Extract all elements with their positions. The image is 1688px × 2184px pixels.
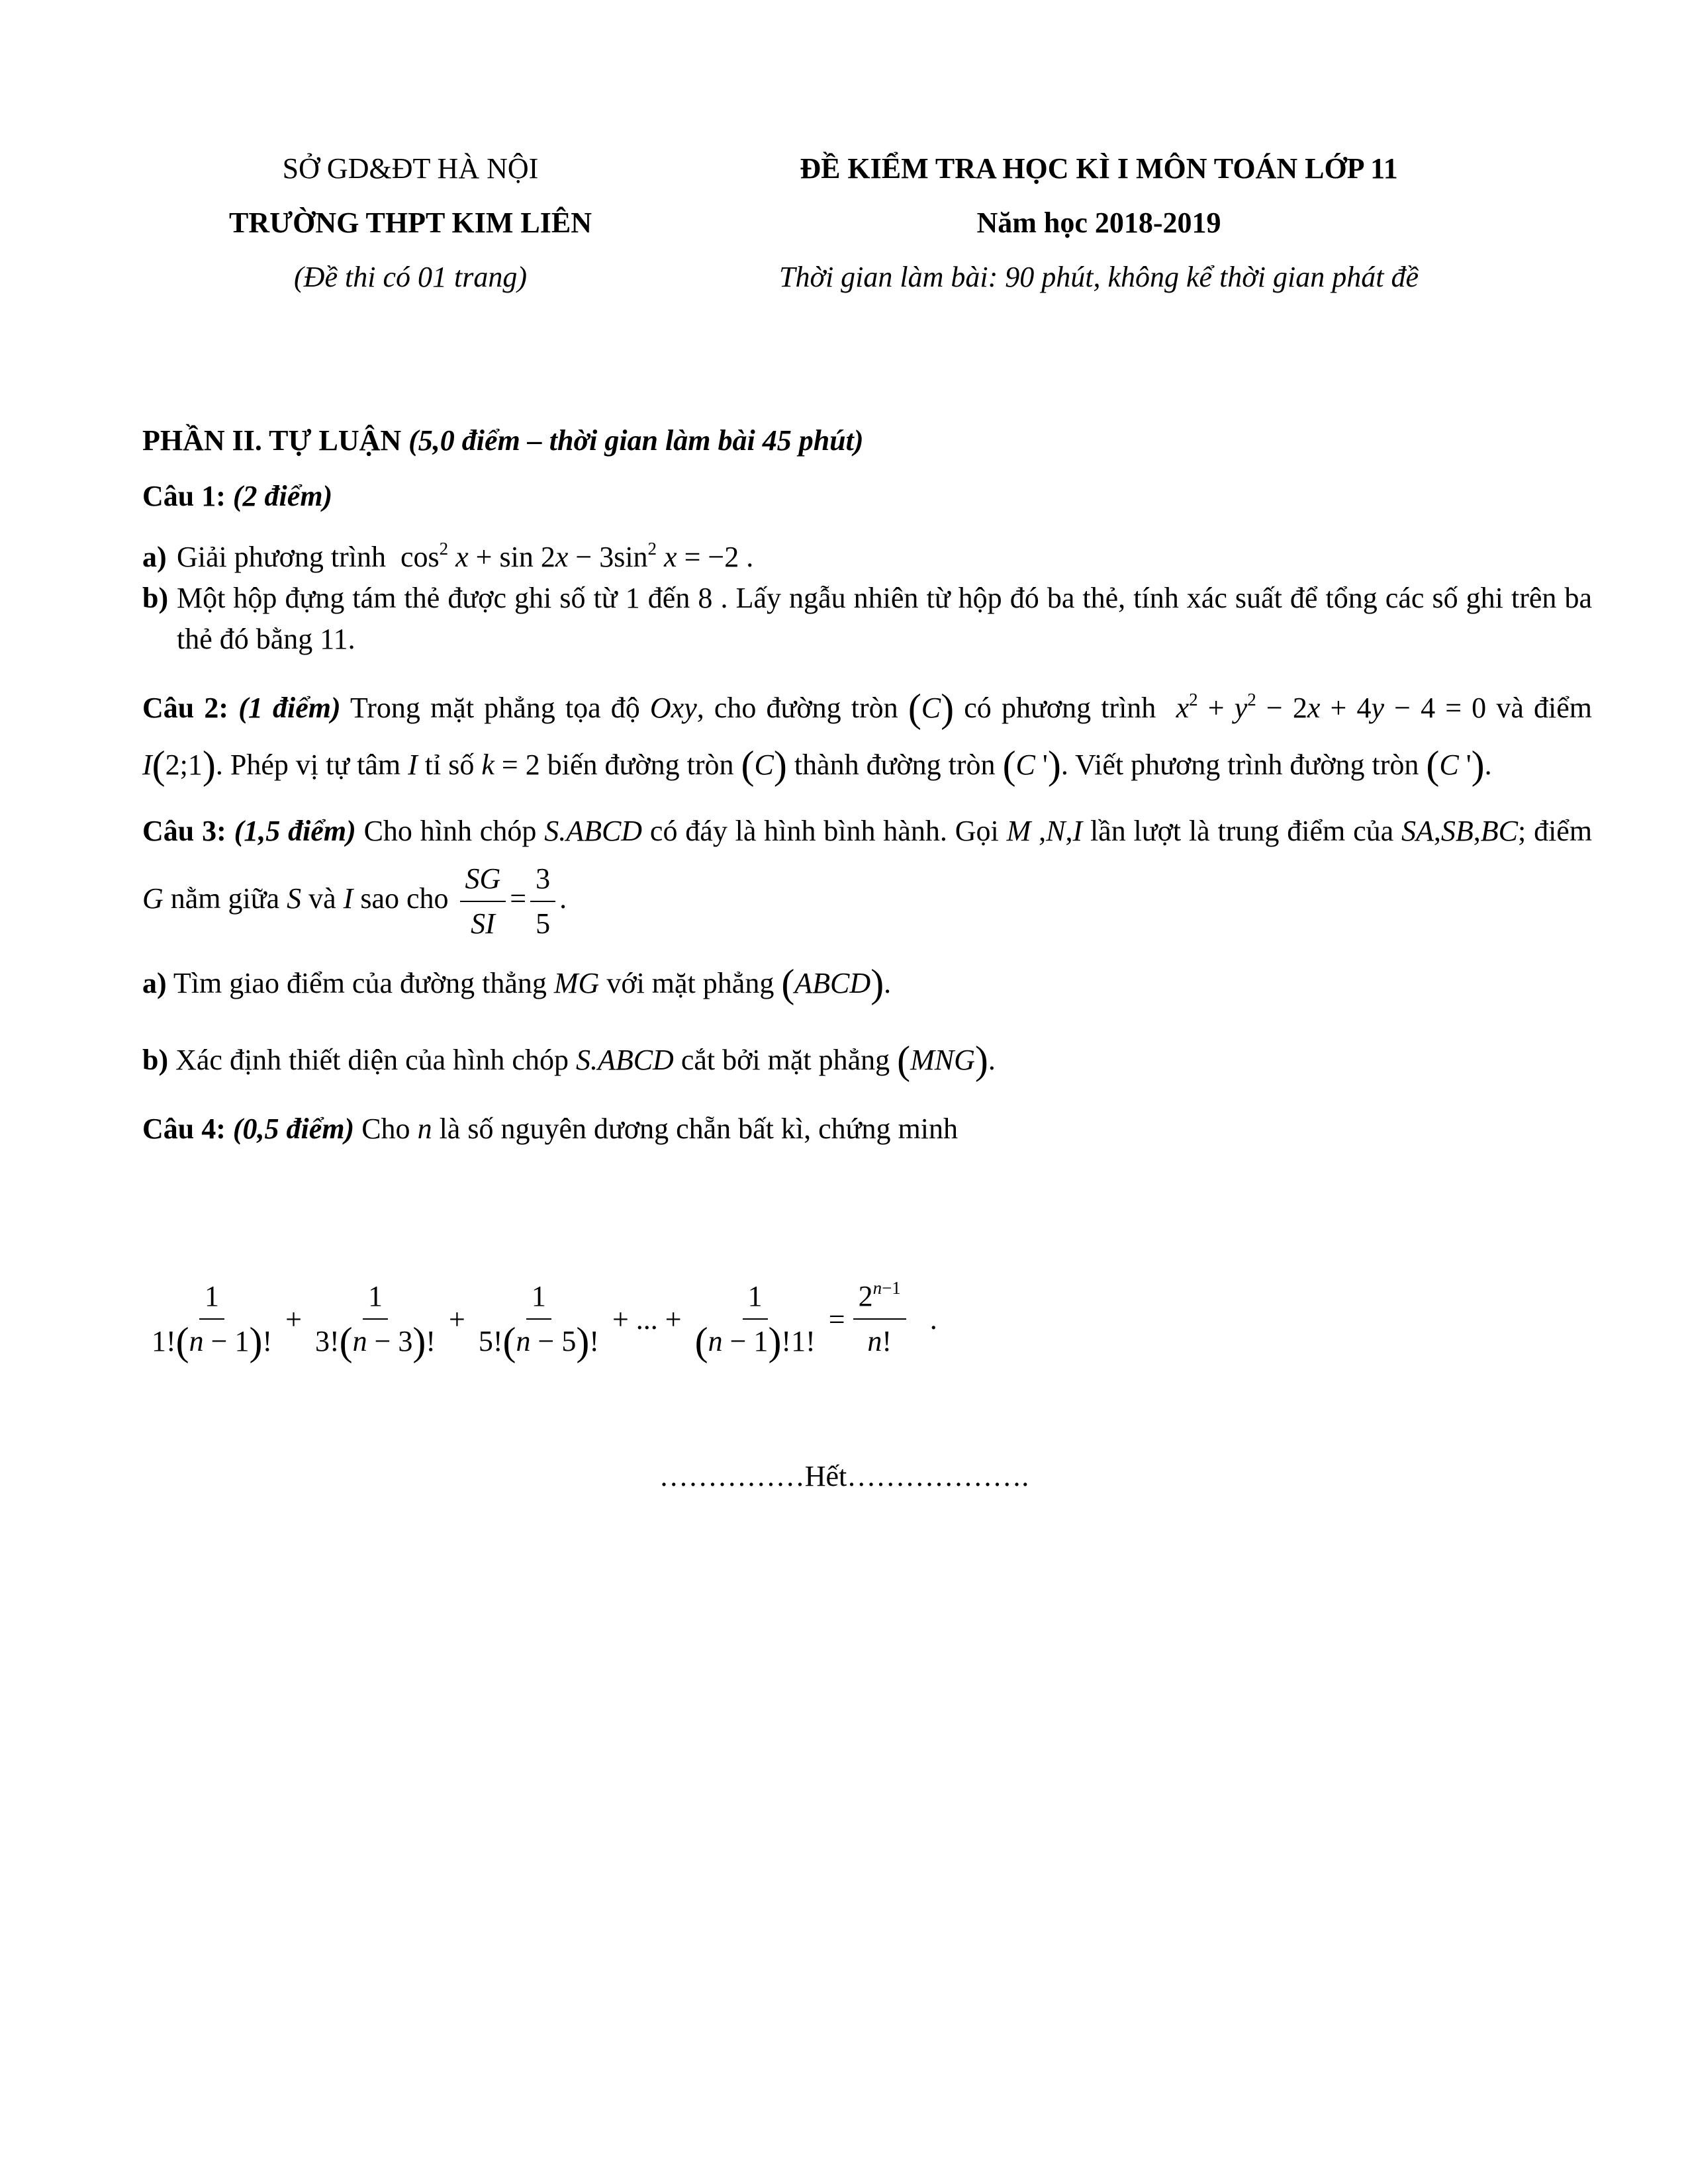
q3-pyramid-2: S.ABCD	[575, 1044, 674, 1076]
q3-points-mni: M	[1006, 815, 1031, 847]
q3-edges: SA	[1401, 815, 1434, 847]
time-note: Thời gian làm bài: 90 phút, không kể thời gian phát đề	[778, 261, 1419, 293]
page-note: (Đề thi có 01 trang)	[294, 261, 527, 293]
q3-text-3: lần lượt là trung điểm của	[1090, 815, 1394, 847]
section-heading	[142, 420, 1592, 461]
q3-text-5: nằm giữa	[170, 882, 280, 915]
q2-circle-c: (C)	[908, 686, 955, 730]
q2-text-5: . Phép vị tự tâm	[215, 749, 401, 781]
q3-b-text: Xác định thiết diện của hình chóp	[175, 1044, 569, 1076]
q3-points: (1,5 điểm)	[234, 815, 356, 847]
end-marker: ……………Hết……………….	[659, 1460, 1029, 1492]
q2-points: (1 điểm)	[238, 692, 341, 724]
section-title: PHẦN II. TỰ LUẬN	[142, 424, 402, 457]
q3-ratio-value: $\frac{3}{5}$	[530, 860, 555, 943]
q2-text-4: và điểm	[1496, 692, 1592, 724]
school-name: TRƯỜNG THPT KIM LIÊN	[228, 206, 592, 239]
q1-b-text: Một hộp đựng tám thẻ được ghi số từ 1 đến 8 . Lấy ngẫu nhiên từ hộp đó ba thẻ, tính xác suất để tổng các số ghi trên ba thẻ đó bằng 11.	[177, 582, 1592, 655]
q1-part-a	[142, 537, 1592, 578]
q3-b-label: b)	[142, 1044, 169, 1076]
q2-center-i: I	[408, 749, 418, 781]
header-left	[192, 149, 629, 312]
q2-text-2: , cho đường tròn	[696, 692, 898, 724]
q3-plane-abcd: (ABCD)	[781, 962, 884, 1005]
q4-identity: $\frac{1}{1!(n - 1)!}$ + $\frac{1}{3!(n - 3)!}$ + $\frac{1}{5!(n - 5)!}$ + ... + $\frac{1}{(n - 1)!1!}$ = $\frac{2^{n-1}}{n!}$ .	[142, 1277, 937, 1361]
q1-b-label: b)	[142, 582, 169, 614]
section-subtitle: (5,0 điểm – thời gian làm bài 45 phút)	[408, 424, 864, 457]
q1-a-label: a)	[142, 541, 167, 573]
q3-point-g: G	[142, 882, 164, 915]
q2-text-9: . Viết phương trình đường tròn	[1060, 749, 1419, 781]
q3-text-7: sao cho	[360, 882, 449, 915]
q3-pyramid: S.ABCD	[544, 815, 643, 847]
q3-text-4: ; điểm	[1518, 815, 1593, 847]
term-3: $\frac{1}{5!(n - 5)!}$	[473, 1277, 604, 1361]
q4-label: Câu 4:	[142, 1113, 226, 1145]
q3-a-text: Tìm giao điểm của đường thẳng	[173, 967, 547, 999]
q3-a-text-2: với mặt phẳng	[606, 967, 774, 999]
q1-part-b	[142, 578, 1592, 660]
q3-text-1: Cho hình chóp	[363, 815, 537, 847]
question-4	[142, 1109, 1592, 1150]
q2-circle-c-2: (C)	[741, 743, 787, 787]
department-name: SỞ GD&ĐT HÀ NỘI	[282, 152, 539, 185]
q2-oxy: Oxy	[649, 692, 697, 724]
q2-circle-c-prime-2: (C ')	[1426, 743, 1485, 787]
question-2: Câu 2: (1 điểm) Trong mặt phẳng tọa độ Oxy, cho đường tròn (C) có phương trình $x^2 + y^2 - 2x + 4y - 4 = 0$ và điểm I(2;1). Phép vị tự tâm I tỉ số k = 2 biến đường tròn (C) thành đường tròn (C '). Viết phương trình đường tròn (C ').	[142, 686, 1592, 787]
term-last: $\frac{1}{(n - 1)!1!}$	[690, 1277, 821, 1361]
school-year: Năm học 2018-2019	[976, 206, 1221, 239]
q2-text-8: thành đường tròn	[794, 749, 996, 781]
q1-a-text: Giải phương trình	[177, 541, 386, 573]
q4-n: n	[417, 1113, 432, 1145]
q1-points: (2 điểm)	[232, 480, 333, 512]
q4-points: (0,5 điểm)	[232, 1113, 355, 1145]
q3-text-2: có đáy là hình bình hành. Gọi	[649, 815, 999, 847]
rhs: $\frac{2^{n-1}}{n!}$	[853, 1277, 906, 1361]
q3-b-text-2: cắt bởi mặt phẳng	[680, 1044, 890, 1076]
q3-i: I	[343, 882, 353, 915]
q2-text-7: biến đường tròn	[547, 749, 734, 781]
q3-s: S	[287, 882, 302, 915]
q3-part-b: b) Xác định thiết diện của hình chóp S.ABCD cắt bởi mặt phẳng (MNG).	[142, 1038, 996, 1082]
q4-text-1: Cho	[361, 1113, 410, 1145]
term-1: $\frac{1}{1!(n - 1)!}$	[146, 1277, 277, 1361]
q3-a-label: a)	[142, 967, 167, 999]
q3-label: Câu 3:	[142, 815, 226, 847]
q2-text-6: tỉ số	[424, 749, 475, 781]
q2-circle-equation: $x^2 + y^2 - 2x + 4y - 4 = 0$	[1176, 690, 1487, 724]
term-2: $\frac{1}{3!(n - 3)!}$	[310, 1277, 441, 1361]
q2-text-3: có phương trình	[964, 692, 1156, 724]
q3-ratio-sg-si: $\frac{SG}{SI}$	[460, 860, 506, 943]
q3-part-a: a) Tìm giao điểm của đường thẳng MG với mặt phẳng (ABCD).	[142, 962, 892, 1005]
q2-point-i: I(2;1)	[142, 743, 216, 787]
q2-label: Câu 2:	[142, 692, 229, 724]
q2-circle-c-prime: (C ')	[1002, 743, 1061, 787]
q1-label: Câu 1:	[142, 480, 226, 512]
exam-body	[142, 420, 1592, 1150]
q2-text-1: Trong mặt phẳng tọa độ	[350, 692, 640, 724]
q3-plane-mng: (MNG)	[897, 1038, 988, 1082]
q3-text-6: và	[308, 882, 336, 915]
question-3: Câu 3: (1,5 điểm) Cho hình chóp S.ABCD có đáy là hình bình hành. Gọi M ,N,I lần lượt là trung điểm của SA,SB,BC; điểm G nằm giữa S và I sao cho $\frac{SG}{SI}$ = $\frac{3}{5}$ .	[142, 803, 1592, 943]
q1-a-equation: $\cos^2 x + \sin 2x - 3\sin^2$ x = −2 .	[393, 539, 754, 573]
q4-text-2: là số nguyên dương chẵn bất kì, chứng minh	[439, 1113, 958, 1145]
header-right	[715, 149, 1483, 312]
exam-title: ĐỀ KIỂM TRA HỌC KÌ I MÔN TOÁN LỚP 11	[800, 152, 1398, 185]
question-1-heading	[142, 476, 1592, 517]
q3-line-mg: MG	[553, 967, 600, 999]
q2-ratio: k = 2	[481, 749, 540, 781]
